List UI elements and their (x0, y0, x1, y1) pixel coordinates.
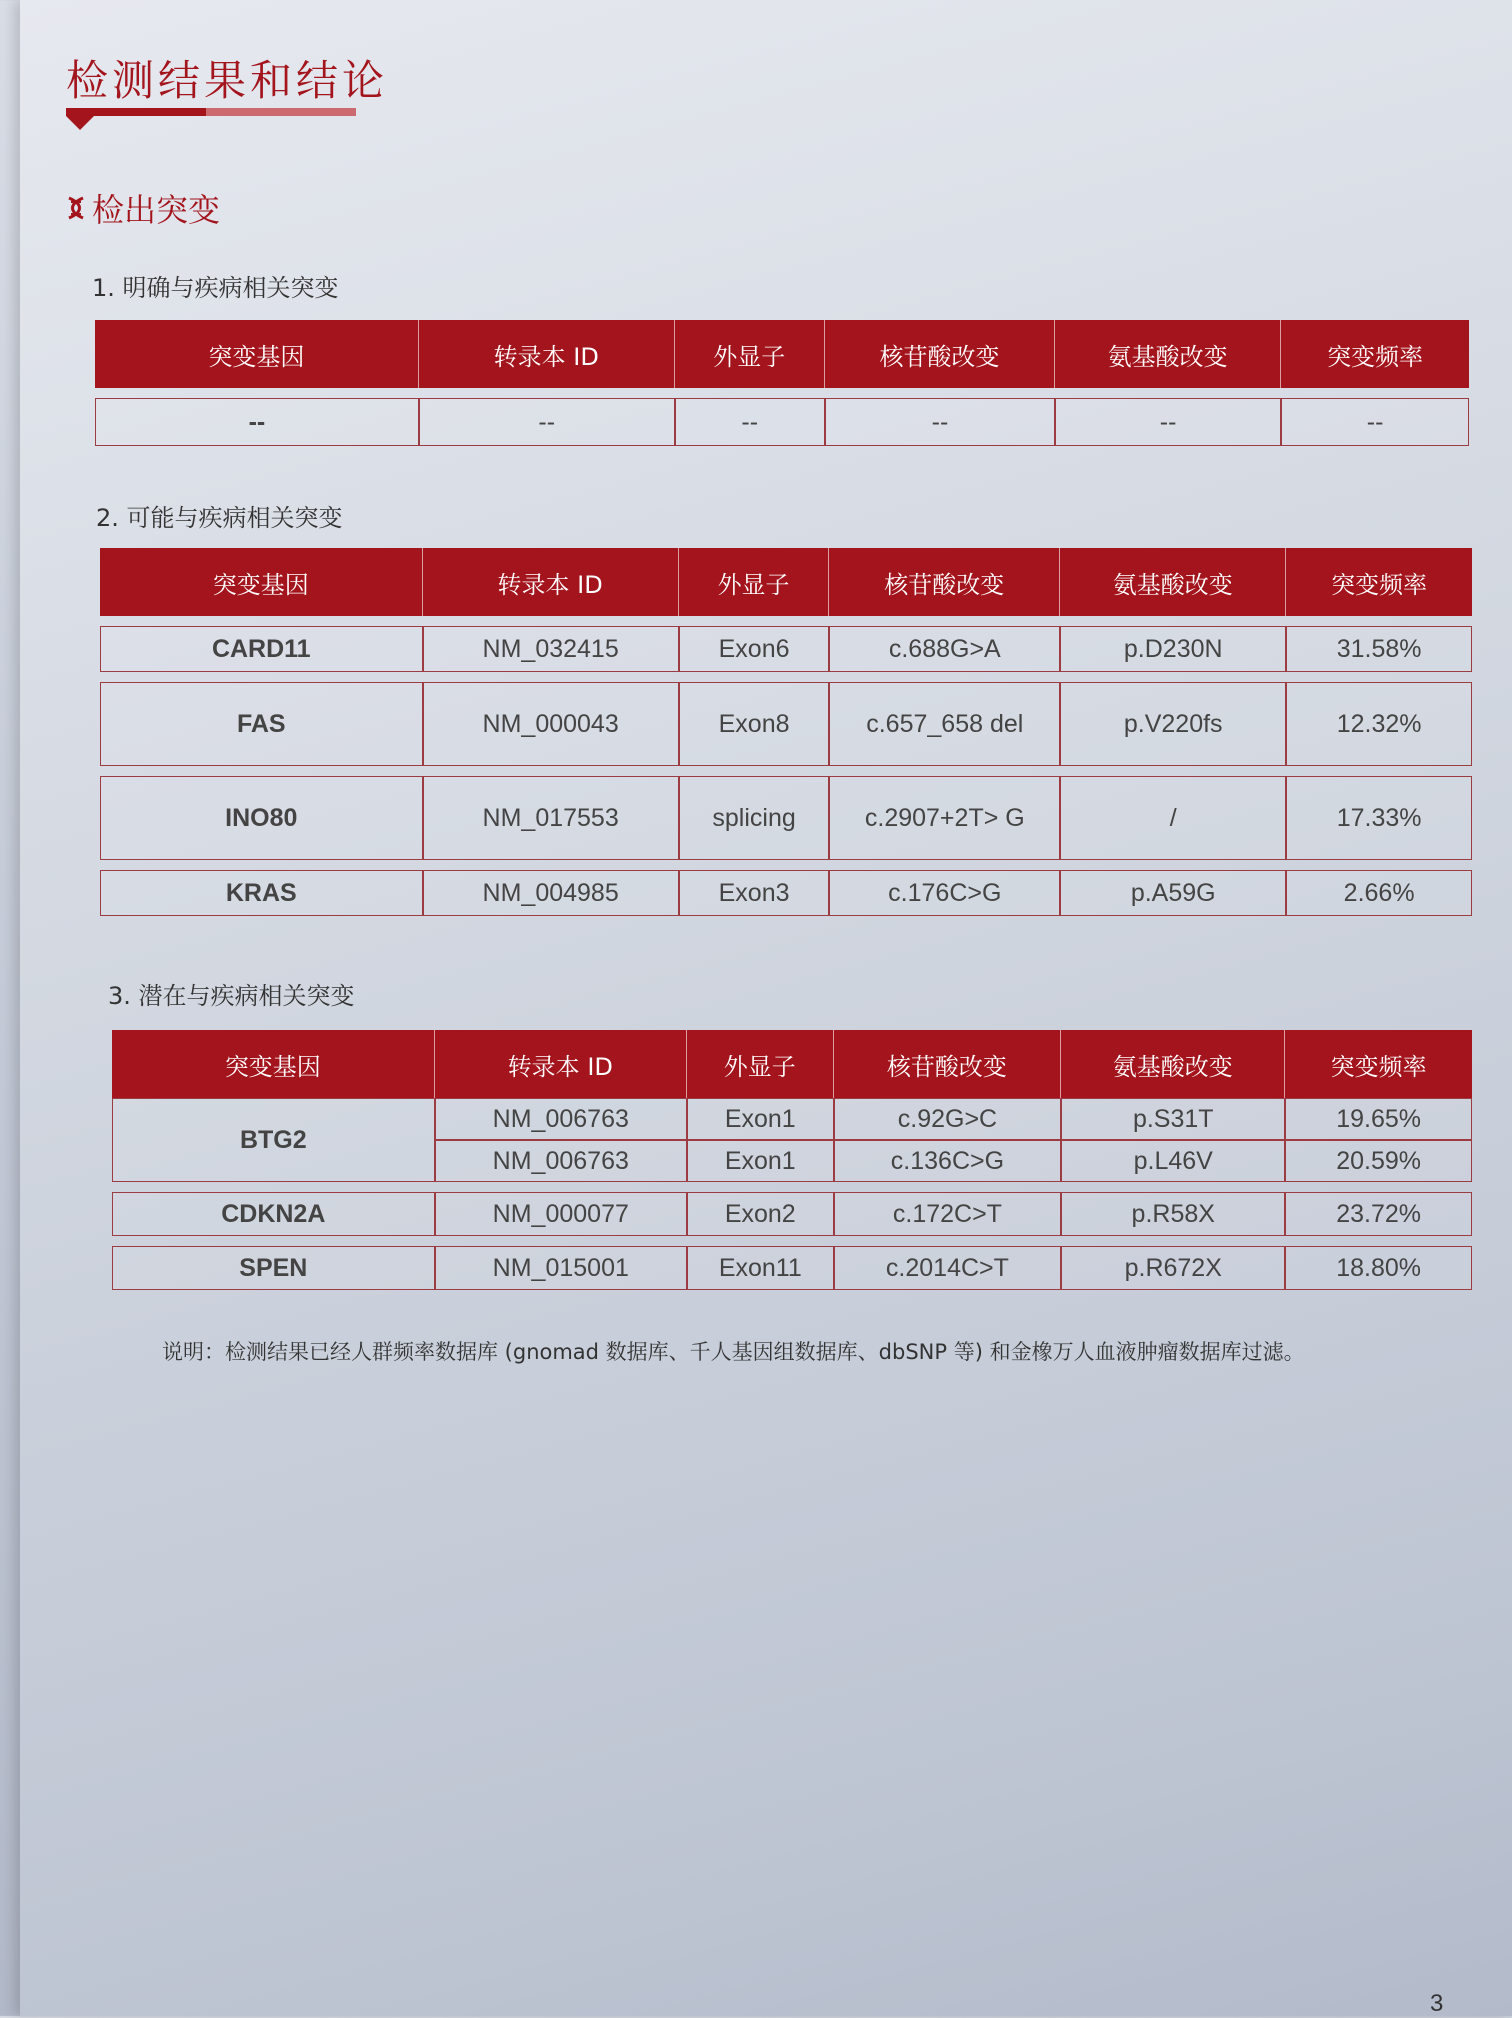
col-header-nucleotide: 核苷酸改变 (829, 548, 1060, 616)
col-header-amino-acid: 氨基酸改变 (1060, 548, 1286, 616)
dna-icon (66, 194, 86, 222)
underline-pointer-triangle (66, 116, 94, 130)
cell-gene: SPEN (112, 1246, 435, 1290)
col-header-frequency: 突变频率 (1286, 548, 1472, 616)
section-title-text: 检出突变 (92, 191, 221, 229)
cell-transcript: NM_004985 (423, 870, 679, 916)
cell-transcript: NM_006763 (435, 1140, 687, 1182)
table-possible-mutations (100, 548, 1472, 916)
cell-exon: Exon1 (687, 1140, 834, 1182)
cell-nucleotide: c.2014C>T (834, 1246, 1062, 1290)
underline-light-bar (206, 108, 356, 116)
table-row (100, 870, 1472, 916)
cell-exon: Exon1 (687, 1098, 834, 1140)
col-header-nucleotide: 核苷酸改变 (834, 1030, 1062, 1098)
cell-gene: -- (95, 398, 419, 446)
cell-exon: Exon11 (687, 1246, 834, 1290)
cell-transcript: NM_017553 (423, 776, 679, 860)
col-header-frequency: 突变频率 (1281, 320, 1469, 388)
cell-frequency: 31.58% (1286, 626, 1472, 672)
cell-frequency: -- (1281, 398, 1469, 446)
cell-nucleotide: c.176C>G (829, 870, 1060, 916)
col-header-transcript: 转录本 ID (435, 1030, 687, 1098)
col-header-transcript: 转录本 ID (419, 320, 675, 388)
cell-amino-acid: -- (1055, 398, 1281, 446)
cell-exon: Exon6 (679, 626, 830, 672)
cell-frequency: 20.59% (1285, 1140, 1472, 1182)
page-title: 检测结果和结论 (66, 56, 389, 105)
table-row (112, 1246, 1472, 1290)
cell-nucleotide: c.657_658 del (829, 682, 1060, 766)
cell-nucleotide: c.688G>A (829, 626, 1060, 672)
cell-gene: FAS (100, 682, 423, 766)
cell-nucleotide: -- (825, 398, 1055, 446)
cell-nucleotide: c.172C>T (834, 1192, 1062, 1236)
cell-gene: CARD11 (100, 626, 423, 672)
cell-amino-acid: / (1060, 776, 1286, 860)
cell-frequency: 19.65% (1285, 1098, 1472, 1140)
section-title (66, 185, 220, 231)
col-header-exon: 外显子 (687, 1030, 834, 1098)
title-underline-decoration (66, 108, 356, 116)
col-header-gene: 突变基因 (112, 1030, 435, 1098)
cell-exon: Exon2 (687, 1192, 834, 1236)
col-header-exon: 外显子 (679, 548, 830, 616)
table-definite-mutations (95, 320, 1469, 446)
table-row (112, 1192, 1472, 1236)
col-header-transcript: 转录本 ID (423, 548, 679, 616)
cell-exon: -- (675, 398, 825, 446)
table3-header-row (112, 1030, 1472, 1098)
cell-amino-acid: p.L46V (1061, 1140, 1285, 1182)
table3-heading: 3. 潜在与疾病相关突变 (108, 982, 355, 1010)
cell-amino-acid: p.D230N (1060, 626, 1286, 672)
cell-amino-acid: p.R672X (1061, 1246, 1285, 1290)
col-header-amino-acid: 氨基酸改变 (1061, 1030, 1285, 1098)
cell-amino-acid: p.A59G (1060, 870, 1286, 916)
cell-exon: splicing (679, 776, 830, 860)
cell-amino-acid: p.R58X (1061, 1192, 1285, 1236)
cell-transcript: NM_015001 (435, 1246, 687, 1290)
underline-dark-bar (66, 108, 206, 116)
cell-nucleotide: c.92G>C (834, 1098, 1062, 1140)
col-header-exon: 外显子 (675, 320, 825, 388)
cell-transcript: NM_000077 (435, 1192, 687, 1236)
col-header-amino-acid: 氨基酸改变 (1055, 320, 1281, 388)
col-header-gene: 突变基因 (100, 548, 423, 616)
table-row (100, 776, 1472, 860)
cell-gene: BTG2 (112, 1098, 435, 1182)
cell-amino-acid: p.V220fs (1060, 682, 1286, 766)
table2-heading: 2. 可能与疾病相关突变 (96, 504, 343, 532)
table2-header-row (100, 548, 1472, 616)
cell-gene: INO80 (100, 776, 423, 860)
page-number: 3 (1430, 1990, 1444, 2017)
cell-exon: Exon8 (679, 682, 830, 766)
cell-nucleotide: c.2907+2T> G (829, 776, 1060, 860)
footnote: 说明：检测结果已经人群频率数据库 (gnomad 数据库、千人基因组数据库、dbSNP 等) 和金橡万人血液肿瘤数据库过滤。 (162, 1340, 1305, 1364)
cell-gene: CDKN2A (112, 1192, 435, 1236)
cell-frequency: 12.32% (1286, 682, 1472, 766)
table1-header-row (95, 320, 1469, 388)
cell-frequency: 2.66% (1286, 870, 1472, 916)
cell-nucleotide: c.136C>G (834, 1140, 1062, 1182)
cell-frequency: 18.80% (1285, 1246, 1472, 1290)
cell-transcript: NM_006763 (435, 1098, 687, 1140)
cell-transcript: -- (419, 398, 675, 446)
cell-frequency: 23.72% (1285, 1192, 1472, 1236)
cell-transcript: NM_032415 (423, 626, 679, 672)
table-potential-mutations (112, 1030, 1472, 1290)
table-row (100, 626, 1472, 672)
cell-gene: KRAS (100, 870, 423, 916)
col-header-frequency: 突变频率 (1285, 1030, 1472, 1098)
cell-transcript: NM_000043 (423, 682, 679, 766)
cell-amino-acid: p.S31T (1061, 1098, 1285, 1140)
col-header-nucleotide: 核苷酸改变 (825, 320, 1055, 388)
table-row (100, 682, 1472, 766)
cell-frequency: 17.33% (1286, 776, 1472, 860)
table-row (112, 1098, 1472, 1140)
col-header-gene: 突变基因 (95, 320, 419, 388)
table-row (95, 398, 1469, 446)
cell-exon: Exon3 (679, 870, 830, 916)
table1-heading: 1. 明确与疾病相关突变 (92, 274, 339, 302)
